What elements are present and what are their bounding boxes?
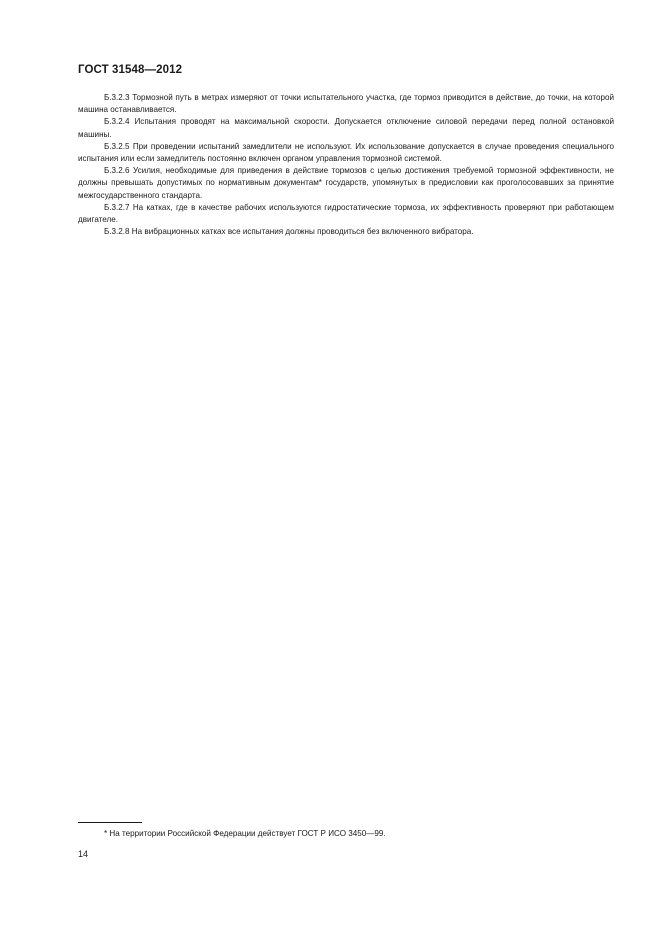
footnote-divider <box>78 822 142 823</box>
paragraph-b-3-2-5: Б.3.2.5 При проведении испытаний замедлители не используют. Их использование допускается в случае проведения специального испытания или если замедлитель постоянно включен органом управления тормозной системой. <box>78 141 614 164</box>
paragraph-b-3-2-6: Б.3.2.6 Усилия, необходимые для приведения в действие тормозов с целью достижения требуемой тормозной эффективности, не должны превышать допустимых по нормативным документам* государств, упомянутых в предисловии как проголосовавших за принятие межгосударственного стандарта. <box>78 166 614 200</box>
paragraph-b-3-2-7: Б.3.2.7 На катках, где в качестве рабочих используются гидростатические тормоза, их эффективность проверяют при работающем двигателе. <box>78 202 614 225</box>
page-number: 14 <box>78 849 89 859</box>
footnote: * На территории Российской Федерации действует ГОСТ Р ИСО 3450—99. <box>104 829 386 838</box>
document-body <box>78 92 614 238</box>
paragraph-b-3-2-8: Б.3.2.8 На вибрационных катках все испытания должны проводиться без включенного вибратора. <box>104 227 474 237</box>
document-header: ГОСТ 31548—2012 <box>78 64 183 76</box>
paragraph-b-3-2-4: Б.3.2.4 Испытания проводят на максимальной скорости. Допускается отключение силовой передачи перед полной остановкой машины. <box>78 117 614 139</box>
paragraph-b-3-2-3: Б.3.2.3 Тормозной путь в метрах измеряют от точки испытательного участка, где тормоз приводится в действие, до точки, на которой машина останавливается. <box>78 93 614 115</box>
